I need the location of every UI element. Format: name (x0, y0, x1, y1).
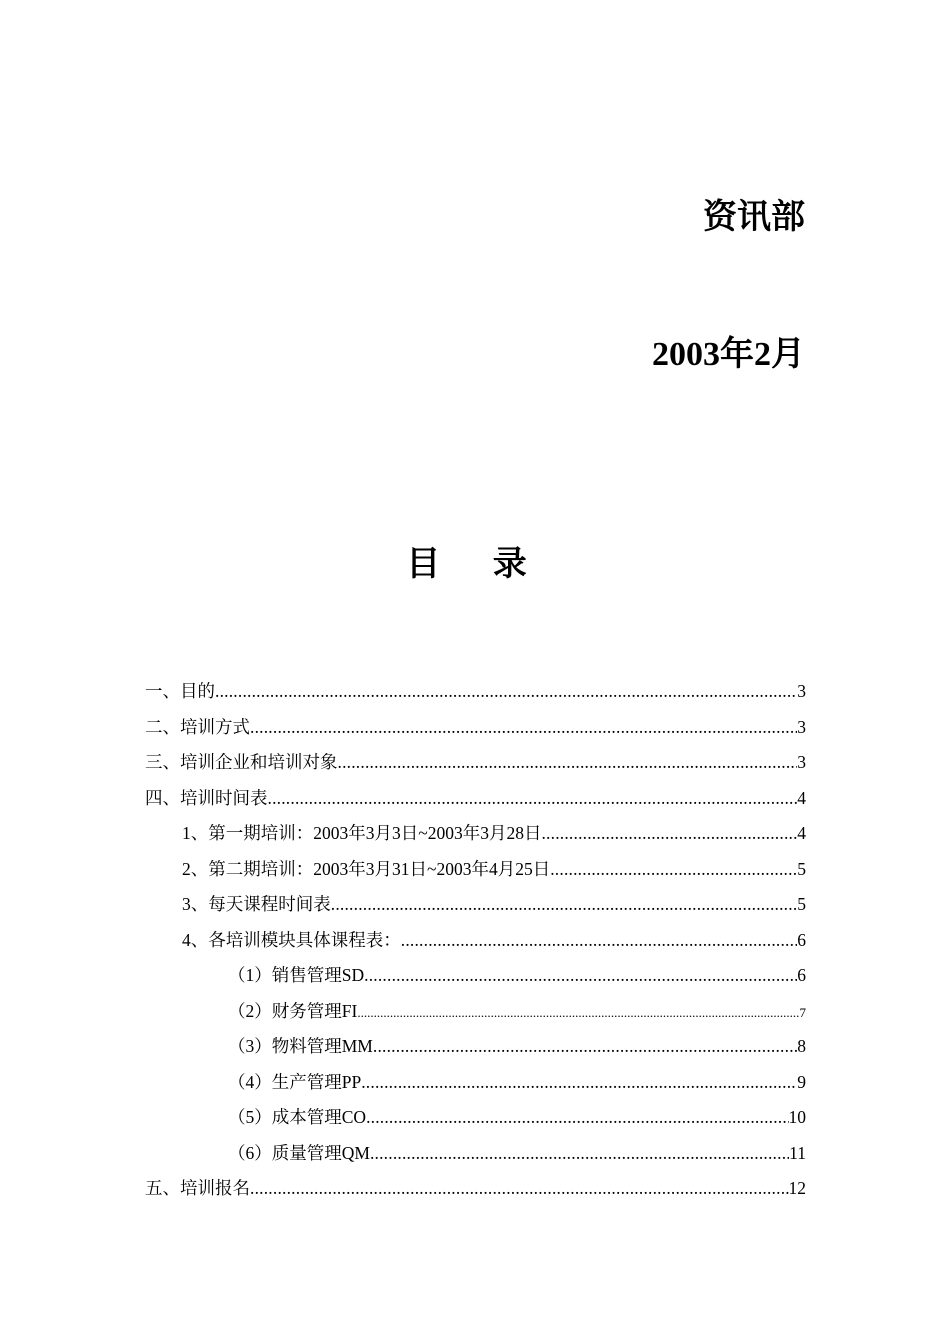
toc-entry-label: 四、培训时间表 (145, 787, 268, 808)
toc-page-number: 3 (797, 716, 806, 737)
toc-entry-session-2[interactable] (145, 856, 806, 892)
toc-entry-label: （1）销售管理SD (228, 965, 365, 985)
toc-entry-label: 三、培训企业和培训对象 (145, 752, 338, 772)
toc-entry-label: 五、培训报名 (145, 1178, 250, 1198)
toc-leader-dots (215, 678, 797, 704)
toc-page-number: 5 (797, 858, 806, 879)
toc-entry-label: 2、第二期培训：2003年3月31日~2003年4月25日 (182, 858, 551, 879)
toc-page-number: 5 (797, 894, 806, 914)
toc-leader-dots (401, 927, 798, 953)
toc-leader-dots (370, 1140, 789, 1166)
toc-entry-pp[interactable] (145, 1069, 806, 1105)
toc-entry-training-method[interactable] (145, 714, 806, 750)
toc-leader-dots (331, 891, 798, 917)
toc-page-number: 12 (788, 1178, 806, 1198)
toc-leader-dots (338, 749, 798, 775)
toc-title: 目 录 (406, 546, 549, 583)
toc-page-number: 10 (788, 1107, 806, 1127)
toc-page-number: 11 (789, 1142, 806, 1163)
toc-entry-label: 1、第一期培训：2003年3月3日~2003年3月28日 (182, 823, 542, 843)
toc-entry-label: 一、目的 (145, 681, 215, 701)
toc-page-number: 7 (799, 1004, 806, 1020)
toc-leader-dots (541, 820, 797, 846)
toc-leader-dots (366, 1104, 788, 1130)
toc-page-number: 4 (797, 787, 806, 808)
toc-entry-label: （2）财务管理FI (228, 1000, 358, 1021)
table-of-contents (145, 678, 806, 1211)
toc-entry-label: 4、各培训模块具体课程表： (182, 929, 401, 950)
toc-entry-label: （3）物料管理MM (228, 1036, 373, 1056)
toc-entry-qm[interactable] (145, 1140, 806, 1176)
toc-leader-dots (250, 714, 797, 740)
toc-leader-dots (357, 1000, 799, 1026)
toc-page-number: 6 (797, 965, 806, 985)
toc-page-number: 3 (797, 681, 806, 701)
toc-leader-dots (364, 962, 797, 988)
toc-page-number: 4 (797, 823, 806, 843)
toc-page-number: 3 (797, 752, 806, 772)
toc-leader-dots (361, 1069, 797, 1095)
toc-leader-dots (373, 1033, 797, 1059)
toc-entry-purpose[interactable] (145, 678, 806, 714)
toc-leader-dots (268, 785, 798, 811)
toc-entry-registration[interactable] (145, 1175, 806, 1211)
toc-leader-dots (550, 856, 797, 882)
toc-page-number: 8 (797, 1036, 806, 1056)
toc-entry-module-courses[interactable] (145, 927, 806, 963)
toc-entry-mm[interactable] (145, 1033, 806, 1069)
toc-entry-daily-timetable[interactable] (145, 891, 806, 927)
toc-entry-label: 二、培训方式 (145, 716, 250, 737)
toc-page-number: 6 (797, 929, 806, 950)
toc-entry-fi[interactable] (145, 998, 806, 1034)
document-date: 2003年2月 (652, 336, 805, 373)
toc-entry-label: 3、每天课程时间表 (182, 894, 331, 914)
toc-entry-training-targets[interactable] (145, 749, 806, 785)
toc-entry-label: （4）生产管理PP (228, 1071, 362, 1092)
toc-page-number: 9 (797, 1071, 806, 1092)
toc-entry-schedule[interactable] (145, 785, 806, 821)
toc-entry-co[interactable] (145, 1104, 806, 1140)
toc-entry-session-1[interactable] (145, 820, 806, 856)
toc-entry-sd[interactable] (145, 962, 806, 998)
department-heading: 资讯部 (703, 199, 805, 236)
toc-leader-dots (250, 1175, 789, 1201)
toc-entry-label: （5）成本管理CO (228, 1107, 367, 1127)
toc-entry-label: （6）质量管理QM (228, 1142, 370, 1163)
